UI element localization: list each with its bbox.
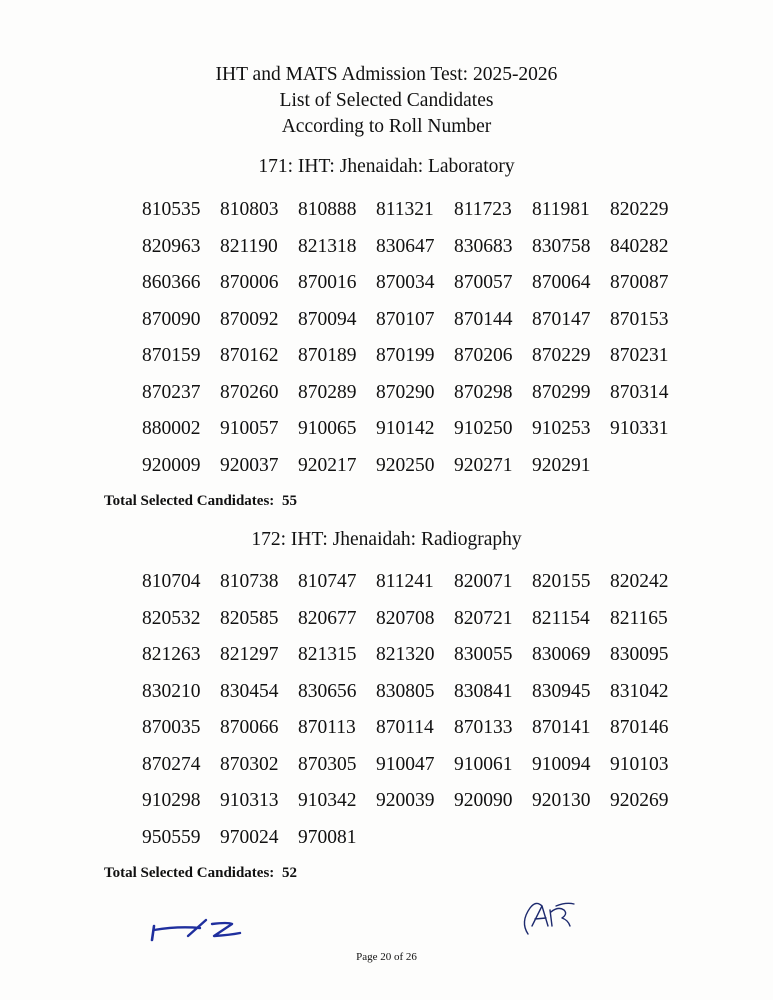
roll-number: 820708 bbox=[376, 607, 435, 629]
roll-number: 870090 bbox=[142, 308, 201, 330]
roll-number: 920217 bbox=[298, 454, 357, 476]
roll-number: 830055 bbox=[454, 644, 513, 665]
roll-number: 830210 bbox=[142, 680, 201, 702]
roll-number: 910313 bbox=[220, 790, 279, 811]
total-selected-172 bbox=[104, 863, 297, 883]
roll-number: 870305 bbox=[298, 753, 357, 775]
roll-number: 920037 bbox=[220, 454, 279, 476]
roll-number: 910331 bbox=[610, 418, 669, 439]
roll-number: 830683 bbox=[454, 235, 513, 257]
total-label: Total Selected Candidates: bbox=[104, 493, 275, 509]
roll-number: 821315 bbox=[298, 644, 357, 665]
roll-number: 870302 bbox=[220, 753, 279, 775]
roll-number: 870314 bbox=[610, 381, 669, 403]
roll-number: 910047 bbox=[376, 753, 435, 775]
roll-number: 870206 bbox=[454, 345, 513, 366]
roll-number: 870034 bbox=[376, 272, 435, 293]
roll-number: 870237 bbox=[142, 381, 201, 403]
roll-number: 870016 bbox=[298, 272, 357, 293]
roll-number: 870146 bbox=[610, 717, 669, 738]
roll-number: 821320 bbox=[376, 644, 435, 665]
roll-number: 830656 bbox=[298, 680, 357, 702]
roll-number: 870066 bbox=[220, 717, 279, 738]
roll-number: 810704 bbox=[142, 571, 201, 592]
roll-number: 820532 bbox=[142, 607, 201, 629]
roll-number: 970081 bbox=[298, 826, 357, 848]
total-value: 55 bbox=[282, 493, 298, 509]
roll-number: 840282 bbox=[610, 235, 669, 257]
roll-number: 870147 bbox=[532, 308, 591, 330]
roll-number: 820071 bbox=[454, 571, 513, 592]
roll-number: 870289 bbox=[298, 381, 357, 403]
roll-number: 860366 bbox=[142, 272, 201, 293]
roll-number: 920130 bbox=[532, 790, 591, 811]
roll-number: 970024 bbox=[220, 826, 279, 848]
roll-number: 870162 bbox=[220, 345, 279, 366]
roll-number: 821297 bbox=[220, 644, 279, 665]
roll-number: 830841 bbox=[454, 680, 513, 702]
roll-number: 870006 bbox=[220, 272, 279, 293]
roll-number: 870229 bbox=[532, 345, 591, 366]
roll-number: 810747 bbox=[298, 571, 357, 592]
roll-number: 870299 bbox=[532, 381, 591, 403]
roll-number: 910103 bbox=[610, 753, 669, 775]
roll-number: 820229 bbox=[610, 199, 669, 220]
roll-number: 820677 bbox=[298, 607, 357, 629]
roll-number: 820242 bbox=[610, 571, 669, 592]
roll-number: 811321 bbox=[376, 199, 434, 220]
roll-number: 820155 bbox=[532, 571, 591, 592]
roll-number: 920271 bbox=[454, 454, 513, 476]
roll-number: 821318 bbox=[298, 235, 357, 257]
roll-number: 950559 bbox=[142, 826, 201, 848]
roll-number: 820585 bbox=[220, 607, 279, 629]
roll-number: 870133 bbox=[454, 717, 513, 738]
roll-number: 870274 bbox=[142, 753, 201, 775]
roll-number: 920291 bbox=[532, 454, 591, 476]
roll-number: 870290 bbox=[376, 381, 435, 403]
roll-number: 821165 bbox=[610, 607, 668, 629]
roll-number: 830095 bbox=[610, 644, 669, 665]
total-value: 52 bbox=[282, 865, 298, 881]
roll-number: 920009 bbox=[142, 454, 201, 476]
roll-number: 910342 bbox=[298, 790, 357, 811]
roll-number: 870199 bbox=[376, 345, 435, 366]
roll-number: 870141 bbox=[532, 717, 591, 738]
header-title: IHT and MATS Admission Test: 2025-2026 bbox=[215, 64, 558, 85]
roll-number: 920250 bbox=[376, 454, 435, 476]
roll-number: 870231 bbox=[610, 345, 669, 366]
signature-left bbox=[148, 914, 248, 944]
roll-number: 830758 bbox=[532, 235, 591, 257]
roll-number: 870144 bbox=[454, 308, 513, 330]
roll-number: 820721 bbox=[454, 607, 513, 629]
document-header bbox=[0, 62, 773, 140]
roll-number: 910298 bbox=[142, 790, 201, 811]
signature-right bbox=[518, 896, 588, 938]
roll-number: 821263 bbox=[142, 644, 201, 665]
roll-number: 870107 bbox=[376, 308, 435, 330]
roll-number: 830945 bbox=[532, 680, 591, 702]
roll-number: 830647 bbox=[376, 235, 435, 257]
roll-number: 910142 bbox=[376, 418, 435, 439]
roll-number: 920039 bbox=[376, 790, 435, 811]
header-subtitle: List of Selected Candidates bbox=[279, 90, 494, 111]
roll-number: 910250 bbox=[454, 418, 513, 439]
section-title-171: 171: IHT: Jhenaidah: Laboratory bbox=[258, 156, 515, 177]
roll-number-grid-172 bbox=[142, 569, 688, 861]
roll-number: 870057 bbox=[454, 272, 513, 293]
roll-number: 810738 bbox=[220, 571, 279, 592]
roll-number: 870153 bbox=[610, 308, 669, 330]
roll-number: 920090 bbox=[454, 790, 513, 811]
roll-number: 910061 bbox=[454, 753, 513, 775]
roll-number: 870064 bbox=[532, 272, 591, 293]
roll-number: 880002 bbox=[142, 418, 201, 439]
roll-number: 870189 bbox=[298, 345, 357, 366]
roll-number: 920269 bbox=[610, 790, 669, 811]
roll-number: 830805 bbox=[376, 680, 435, 702]
roll-number: 811241 bbox=[376, 571, 434, 592]
roll-number: 910057 bbox=[220, 418, 279, 439]
roll-number: 811981 bbox=[532, 199, 590, 220]
roll-number: 830454 bbox=[220, 680, 279, 702]
roll-number: 830069 bbox=[532, 644, 591, 665]
roll-number: 821154 bbox=[532, 607, 590, 629]
total-selected-171 bbox=[104, 491, 297, 511]
roll-number: 811723 bbox=[454, 199, 512, 220]
roll-number: 910065 bbox=[298, 418, 357, 439]
section-title-172: 172: IHT: Jhenaidah: Radiography bbox=[251, 529, 522, 550]
roll-number: 870092 bbox=[220, 308, 279, 330]
roll-number: 870087 bbox=[610, 272, 669, 293]
header-sort-note: According to Roll Number bbox=[281, 116, 492, 137]
roll-number: 870113 bbox=[298, 717, 356, 738]
roll-number: 910094 bbox=[532, 753, 591, 775]
roll-number: 870159 bbox=[142, 345, 201, 366]
roll-number: 870298 bbox=[454, 381, 513, 403]
roll-number: 810888 bbox=[298, 199, 357, 220]
total-label: Total Selected Candidates: bbox=[104, 865, 275, 881]
roll-number: 810803 bbox=[220, 199, 279, 220]
roll-number: 821190 bbox=[220, 235, 278, 257]
roll-number-grid-171 bbox=[142, 197, 688, 489]
roll-number: 831042 bbox=[610, 680, 669, 702]
roll-number: 910253 bbox=[532, 418, 591, 439]
page-number: Page 20 of 26 bbox=[356, 951, 417, 963]
roll-number: 870035 bbox=[142, 717, 201, 738]
roll-number: 870094 bbox=[298, 308, 357, 330]
roll-number: 870260 bbox=[220, 381, 279, 403]
roll-number: 810535 bbox=[142, 199, 201, 220]
roll-number: 870114 bbox=[376, 717, 434, 738]
roll-number: 820963 bbox=[142, 235, 201, 257]
